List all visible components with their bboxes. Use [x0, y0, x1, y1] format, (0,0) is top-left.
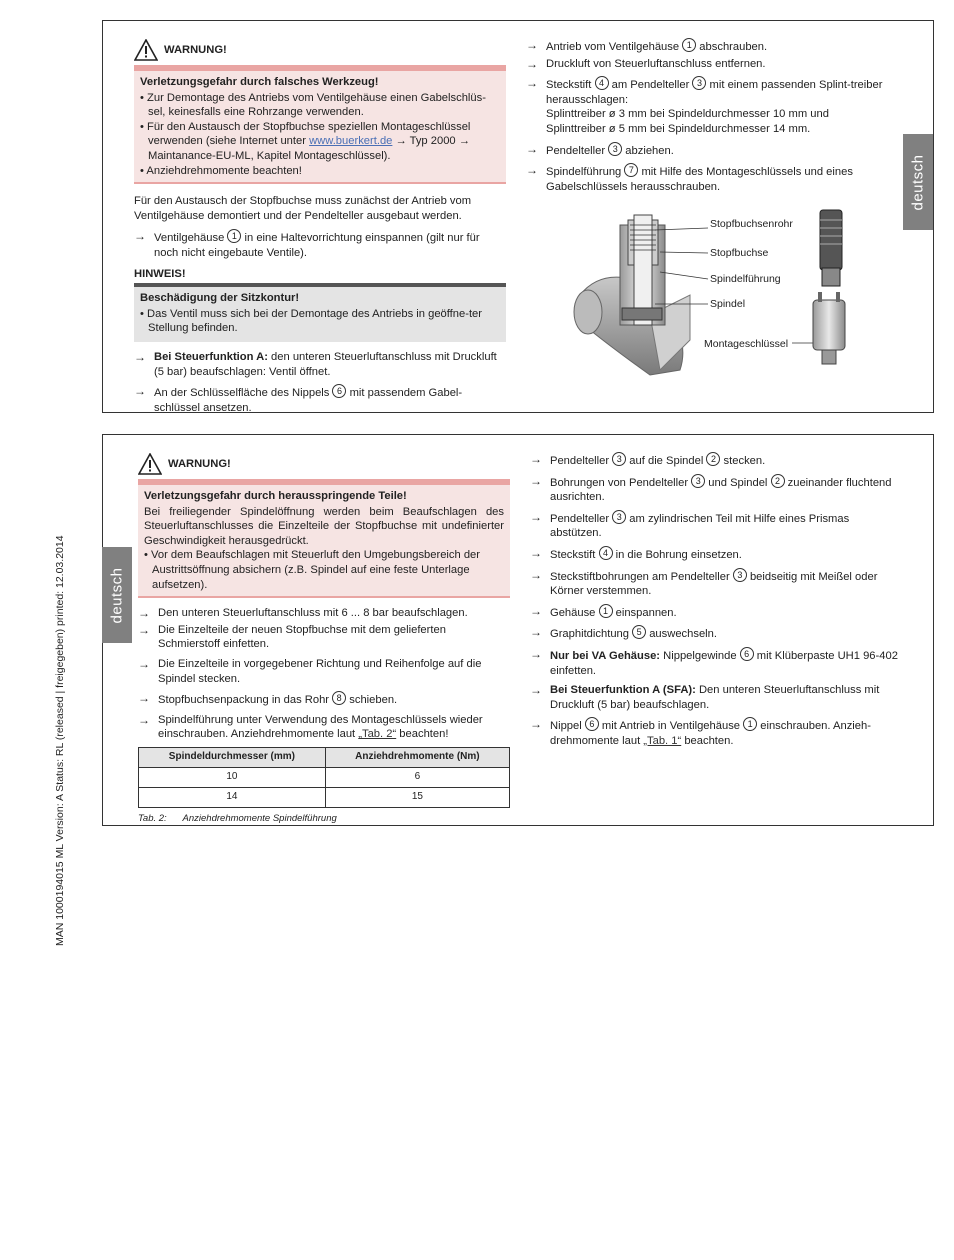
arrow-icon: →: [134, 349, 146, 364]
arrow-icon: →: [526, 163, 538, 178]
step-item: [530, 546, 902, 563]
step-text-part: Splinttreiber ø 5 mm bei Spindeldurchmesser 14 mm.: [546, 122, 811, 135]
warning-box-title: Verletzungsgefahr durch falsches Werkzeug!: [140, 76, 379, 88]
warning-bullet: [140, 120, 500, 164]
part-number-badge: 7: [624, 163, 638, 177]
part-number-badge: 1: [682, 38, 696, 52]
step-text-part: mit passendem Gabel-schlüssel ansetzen.: [154, 387, 463, 414]
part-number-badge: 8: [332, 691, 346, 705]
arrow-icon: →: [138, 656, 150, 671]
step-text-part: An der Schlüsselfläche des Nippels: [154, 387, 333, 400]
step-text-part: Spindelführung: [546, 166, 625, 179]
part-number-badge: 3: [692, 76, 706, 90]
caption-text: Anziehdrehmomente Spindelführung: [182, 812, 337, 824]
print-metadata: MAN 1000194015 ML Version: A Status: RL (released | freigegeben) printed: 12.03.2014: [54, 535, 66, 946]
warning-title: WARNUNG!: [164, 43, 227, 56]
arrow-icon: →: [530, 683, 542, 698]
warning-title: WARNUNG!: [168, 457, 231, 470]
torque-table: [138, 747, 510, 808]
table-cell: 6: [325, 767, 509, 787]
arrow-icon: →: [138, 622, 150, 637]
warning-text: Bei freiliegender Spindelöffnung werden beim Beaufschlagen des Steuerluftanschlusses die Einzelteile der Stopfbuchse mit undefinierter Geschwindigkeit herausgedrückt.: [144, 505, 504, 547]
part-number-badge: 4: [599, 546, 613, 560]
arrow-icon: →: [530, 625, 542, 640]
warning-header: [138, 449, 510, 479]
table-row: [139, 767, 510, 787]
step-item: [138, 623, 510, 652]
step-item: [530, 717, 902, 748]
arrow-icon: →: [530, 567, 542, 582]
step-text: [550, 510, 902, 541]
warning-bullet: • Zur Demontage des Antriebs vom Ventilgehäuse einen Gabelschlüs-sel, keinesfalls eine Rohrzange verwenden.: [140, 91, 486, 119]
step-item: [138, 713, 510, 742]
language-tab-left: [102, 547, 132, 643]
table-cell: 10: [139, 767, 326, 787]
arrow-icon: →: [138, 712, 150, 727]
step-text-part: beachten!: [396, 728, 449, 741]
step-text-part: Nippelgewinde: [660, 649, 740, 662]
step-item: [530, 683, 902, 712]
step-text-part: Antrieb vom Ventilgehäuse: [546, 41, 683, 53]
part-number-badge: 6: [585, 717, 599, 731]
step-text-part: in eine Haltevorrichtung einspannen (gilt nur für noch nicht eingebaute Ventile).: [154, 232, 480, 259]
step-text-part: Stopfbuchsenpackung in das Rohr: [158, 694, 333, 707]
step-item: [530, 452, 902, 469]
step-text-part: in die Bohrung einsetzen.: [612, 548, 742, 561]
step-text-part: Ventilgehäuse: [154, 232, 228, 245]
part-number-badge: 3: [733, 568, 747, 582]
warning-bullet: • Vor dem Beaufschlagen mit Steuerluft den Umgebungsbereich der Austrittsöffnung absichern (z.B. Spindel auf eine feste Unterlage aufsetzen).: [144, 549, 481, 591]
step-text: [550, 604, 677, 621]
figure-label-packing: Stopfbuchse: [710, 247, 769, 259]
step-text-part: Bohrungen von Pendelteller: [550, 476, 692, 489]
arrow-icon: →: [530, 473, 542, 488]
step-item: [526, 163, 886, 194]
warning-bullet-text: • Für den Austausch der Stopfbuchse speziellen Montageschlüssel verwenden (siehe Internet unter: [140, 120, 471, 148]
panel2-right-column: [530, 452, 902, 754]
arrow-icon: →: [526, 76, 538, 91]
step-text-part: Gehäuse: [550, 606, 599, 619]
warning-bullet-rest: → Typ 2000 → Maintanance-EU-ML, Kapitel Montageschlüssel).: [148, 135, 470, 162]
step-text-part: Steckstift: [550, 548, 599, 561]
step-text-part: stecken.: [720, 455, 766, 467]
warning-triangle-icon: [134, 39, 158, 61]
step-text: Die Einzelteile in vorgegebener Richtung und Reihenfolge auf die Spindel stecken.: [158, 657, 482, 685]
arrow-icon: →: [530, 646, 542, 661]
notice-box-title: Beschädigung der Sitzkontur!: [140, 292, 300, 305]
table-2-link[interactable]: „Tab. 2“: [358, 728, 397, 741]
step-text: [546, 76, 886, 136]
figure-label-spindle-guide: Spindelführung: [710, 273, 781, 285]
warning-triangle-icon: [138, 453, 162, 475]
figure-label-spindle: Spindel: [710, 298, 746, 310]
table-cell: 15: [325, 787, 509, 807]
step-item: [134, 229, 506, 260]
step-text-part: schieben.: [346, 694, 398, 707]
step-text-part: abschrauben.: [696, 41, 768, 53]
arrow-icon: →: [530, 545, 542, 560]
step-text: [550, 452, 765, 469]
arrow-icon: →: [530, 717, 542, 732]
step-item: [530, 474, 902, 505]
panel2-left-column: [138, 449, 510, 827]
caption-number: Tab. 2:: [138, 812, 167, 824]
table-header: Spindeldurchmesser (mm): [139, 747, 326, 767]
step-text-part: beachten.: [681, 734, 734, 747]
step-text: [550, 625, 717, 642]
step-item: [526, 38, 886, 55]
step-text-part: Steckstift: [546, 79, 595, 92]
warning-bullet: • Anziehdrehmomente beachten!: [140, 164, 302, 177]
part-number-badge: 3: [612, 510, 626, 524]
arrow-icon: →: [526, 141, 538, 156]
part-number-badge: 3: [691, 474, 705, 488]
step-item: [530, 510, 902, 541]
step-text: [550, 546, 742, 563]
part-number-badge: 2: [706, 452, 720, 466]
buerkert-link[interactable]: www.buerkert.de: [309, 135, 393, 148]
step-item: [526, 57, 886, 72]
step-text: [546, 163, 886, 194]
step-text-part: Pendelteller: [550, 455, 613, 467]
step-item: [138, 606, 510, 621]
step-text: [154, 350, 506, 379]
step-item: [138, 657, 510, 686]
step-text: [546, 142, 674, 159]
part-number-badge: 5: [632, 625, 646, 639]
step-item: [134, 384, 506, 415]
table-row: [139, 787, 510, 807]
notice-bullet: • Das Ventil muss sich bei der Demontage des Antriebs in geöffne-ter Stellung befinden.: [140, 307, 483, 335]
table-header: Anziehdrehmomente (Nm): [325, 747, 509, 767]
language-tab-label: deutsch: [108, 566, 126, 624]
step-text-part: den unteren Steuerluftanschluss mit Druckluft (5 bar) beaufschlagen: Ventil öffnet.: [154, 350, 497, 378]
step-text-part: Graphitdichtung: [550, 628, 633, 641]
step-text-part: abziehen.: [622, 144, 674, 157]
step-text-part: Splinttreiber ø 3 mm bei Spindeldurchmesser 10 mm und: [546, 108, 829, 121]
table-cell: 14: [139, 787, 326, 807]
step-text: [550, 683, 902, 712]
arrow-icon: →: [530, 603, 542, 618]
table-caption: [138, 812, 510, 827]
step-item: [530, 647, 902, 678]
warning-box-title: Verletzungsgefahr durch herausspringende Teile!: [144, 490, 407, 502]
step-text-part: am Pendelteller: [608, 79, 693, 92]
step-item: [138, 691, 510, 708]
language-tab-top: [903, 134, 933, 230]
step-text-part: mit Hilfe des Montageschlüssels und eines Gabelschlüssels herausschrauben.: [546, 166, 853, 193]
step-text-part: Spindelführung unter Verwendung des Montageschlüssels wieder einschrauben. Anziehdrehmomente laut: [158, 713, 483, 741]
step-text: [158, 713, 510, 742]
step-item: [530, 625, 902, 642]
step-text-bold: Nur bei VA Gehäuse:: [550, 649, 661, 662]
arrow-icon: →: [526, 38, 538, 52]
step-text-part: einschrauben. Anzieh-drehmomente laut: [550, 720, 871, 747]
part-number-badge: 2: [771, 474, 785, 488]
step-text-part: einspannen.: [612, 606, 677, 619]
step-item: [530, 568, 902, 599]
notice-title: HINWEIS!: [134, 267, 186, 280]
part-number-badge: 1: [227, 229, 241, 243]
step-text-part: und Spindel: [705, 476, 771, 489]
step-text-part: beidseitig mit Meißel oder Körner verstemmen.: [550, 570, 878, 598]
arrow-icon: →: [530, 509, 542, 524]
step-text: [550, 474, 902, 505]
step-text: [546, 38, 767, 55]
step-text: [550, 717, 902, 748]
figure-label-packing-tube: Stopfbuchsenrohr: [710, 218, 793, 230]
step-text-part: am zylindrischen Teil mit Hilfe eines Prismas abstützen.: [550, 512, 850, 540]
step-text: [154, 229, 506, 260]
step-text-part: Nippel: [550, 720, 585, 733]
step-item: [526, 142, 886, 159]
arrow-icon: →: [138, 606, 150, 621]
part-number-badge: 4: [595, 76, 609, 90]
step-text-part: mit einem passenden Splint-treiber herausschlagen:: [546, 79, 883, 106]
language-tab-label: deutsch: [909, 153, 927, 211]
step-text: [154, 384, 506, 415]
arrow-icon: →: [134, 229, 146, 244]
step-text-part: Den unteren Steuerluftanschluss mit Druckluft (5 bar) beaufschlagen.: [550, 684, 880, 711]
warning-box: [138, 479, 510, 598]
intro-paragraph: Für den Austausch der Stopfbuchse muss zunächst der Antrieb vom Ventilgehäuse demontiert und der Pendelteller ausgebaut werden.: [134, 195, 472, 222]
arrow-icon: →: [526, 56, 538, 71]
part-number-badge: 6: [332, 384, 346, 398]
step-text: Den unteren Steuerluftanschluss mit 6 ... 8 bar beaufschlagen.: [158, 607, 468, 620]
arrow-icon: →: [138, 691, 150, 706]
step-text: [550, 647, 902, 678]
figure-label-assembly-key: Montageschlüssel: [704, 338, 789, 350]
step-text-part: zueinander fluchtend ausrichten.: [550, 476, 892, 504]
part-number-badge: 3: [608, 142, 622, 156]
part-number-badge: 1: [743, 717, 757, 731]
step-text-bold: Bei Steuerfunktion A:: [154, 350, 268, 363]
step-text-part: auf die Spindel: [626, 455, 707, 467]
step-text: Die Einzelteile der neuen Stopfbuchse mit dem gelieferten Schmierstoff einfetten.: [158, 623, 446, 651]
part-number-badge: 3: [612, 452, 626, 466]
step-text-part: Steckstiftbohrungen am Pendelteller: [550, 570, 733, 583]
step-text-part: auswechseln.: [646, 628, 717, 641]
part-number-badge: 6: [740, 647, 754, 661]
step-text-bold: Bei Steuerfunktion A (SFA):: [550, 684, 696, 697]
step-list: [138, 606, 510, 742]
step-item: [134, 350, 506, 379]
notice-box: [134, 283, 506, 342]
step-text-part: mit Antrieb in Ventilgehäuse: [598, 720, 744, 733]
arrow-icon: →: [134, 384, 146, 399]
step-item: [526, 76, 886, 136]
step-text: [550, 568, 902, 599]
step-text: [158, 691, 397, 708]
panel1-left-column: [134, 35, 506, 420]
step-text-part: Pendelteller: [550, 512, 613, 525]
step-text-part: Pendelteller: [546, 144, 609, 157]
part-number-badge: 1: [599, 604, 613, 618]
panel1-right-column: [526, 38, 886, 199]
step-text: Druckluft von Steuerluftanschluss entfernen.: [546, 57, 766, 70]
step-item: [530, 604, 902, 621]
table-1-link[interactable]: „Tab. 1“: [643, 734, 682, 747]
arrow-icon: →: [530, 452, 542, 466]
step-text-part: mit Klüberpaste UH1 96-402 einfetten.: [550, 649, 898, 677]
warning-box: [134, 65, 506, 184]
warning-header: [134, 35, 506, 65]
